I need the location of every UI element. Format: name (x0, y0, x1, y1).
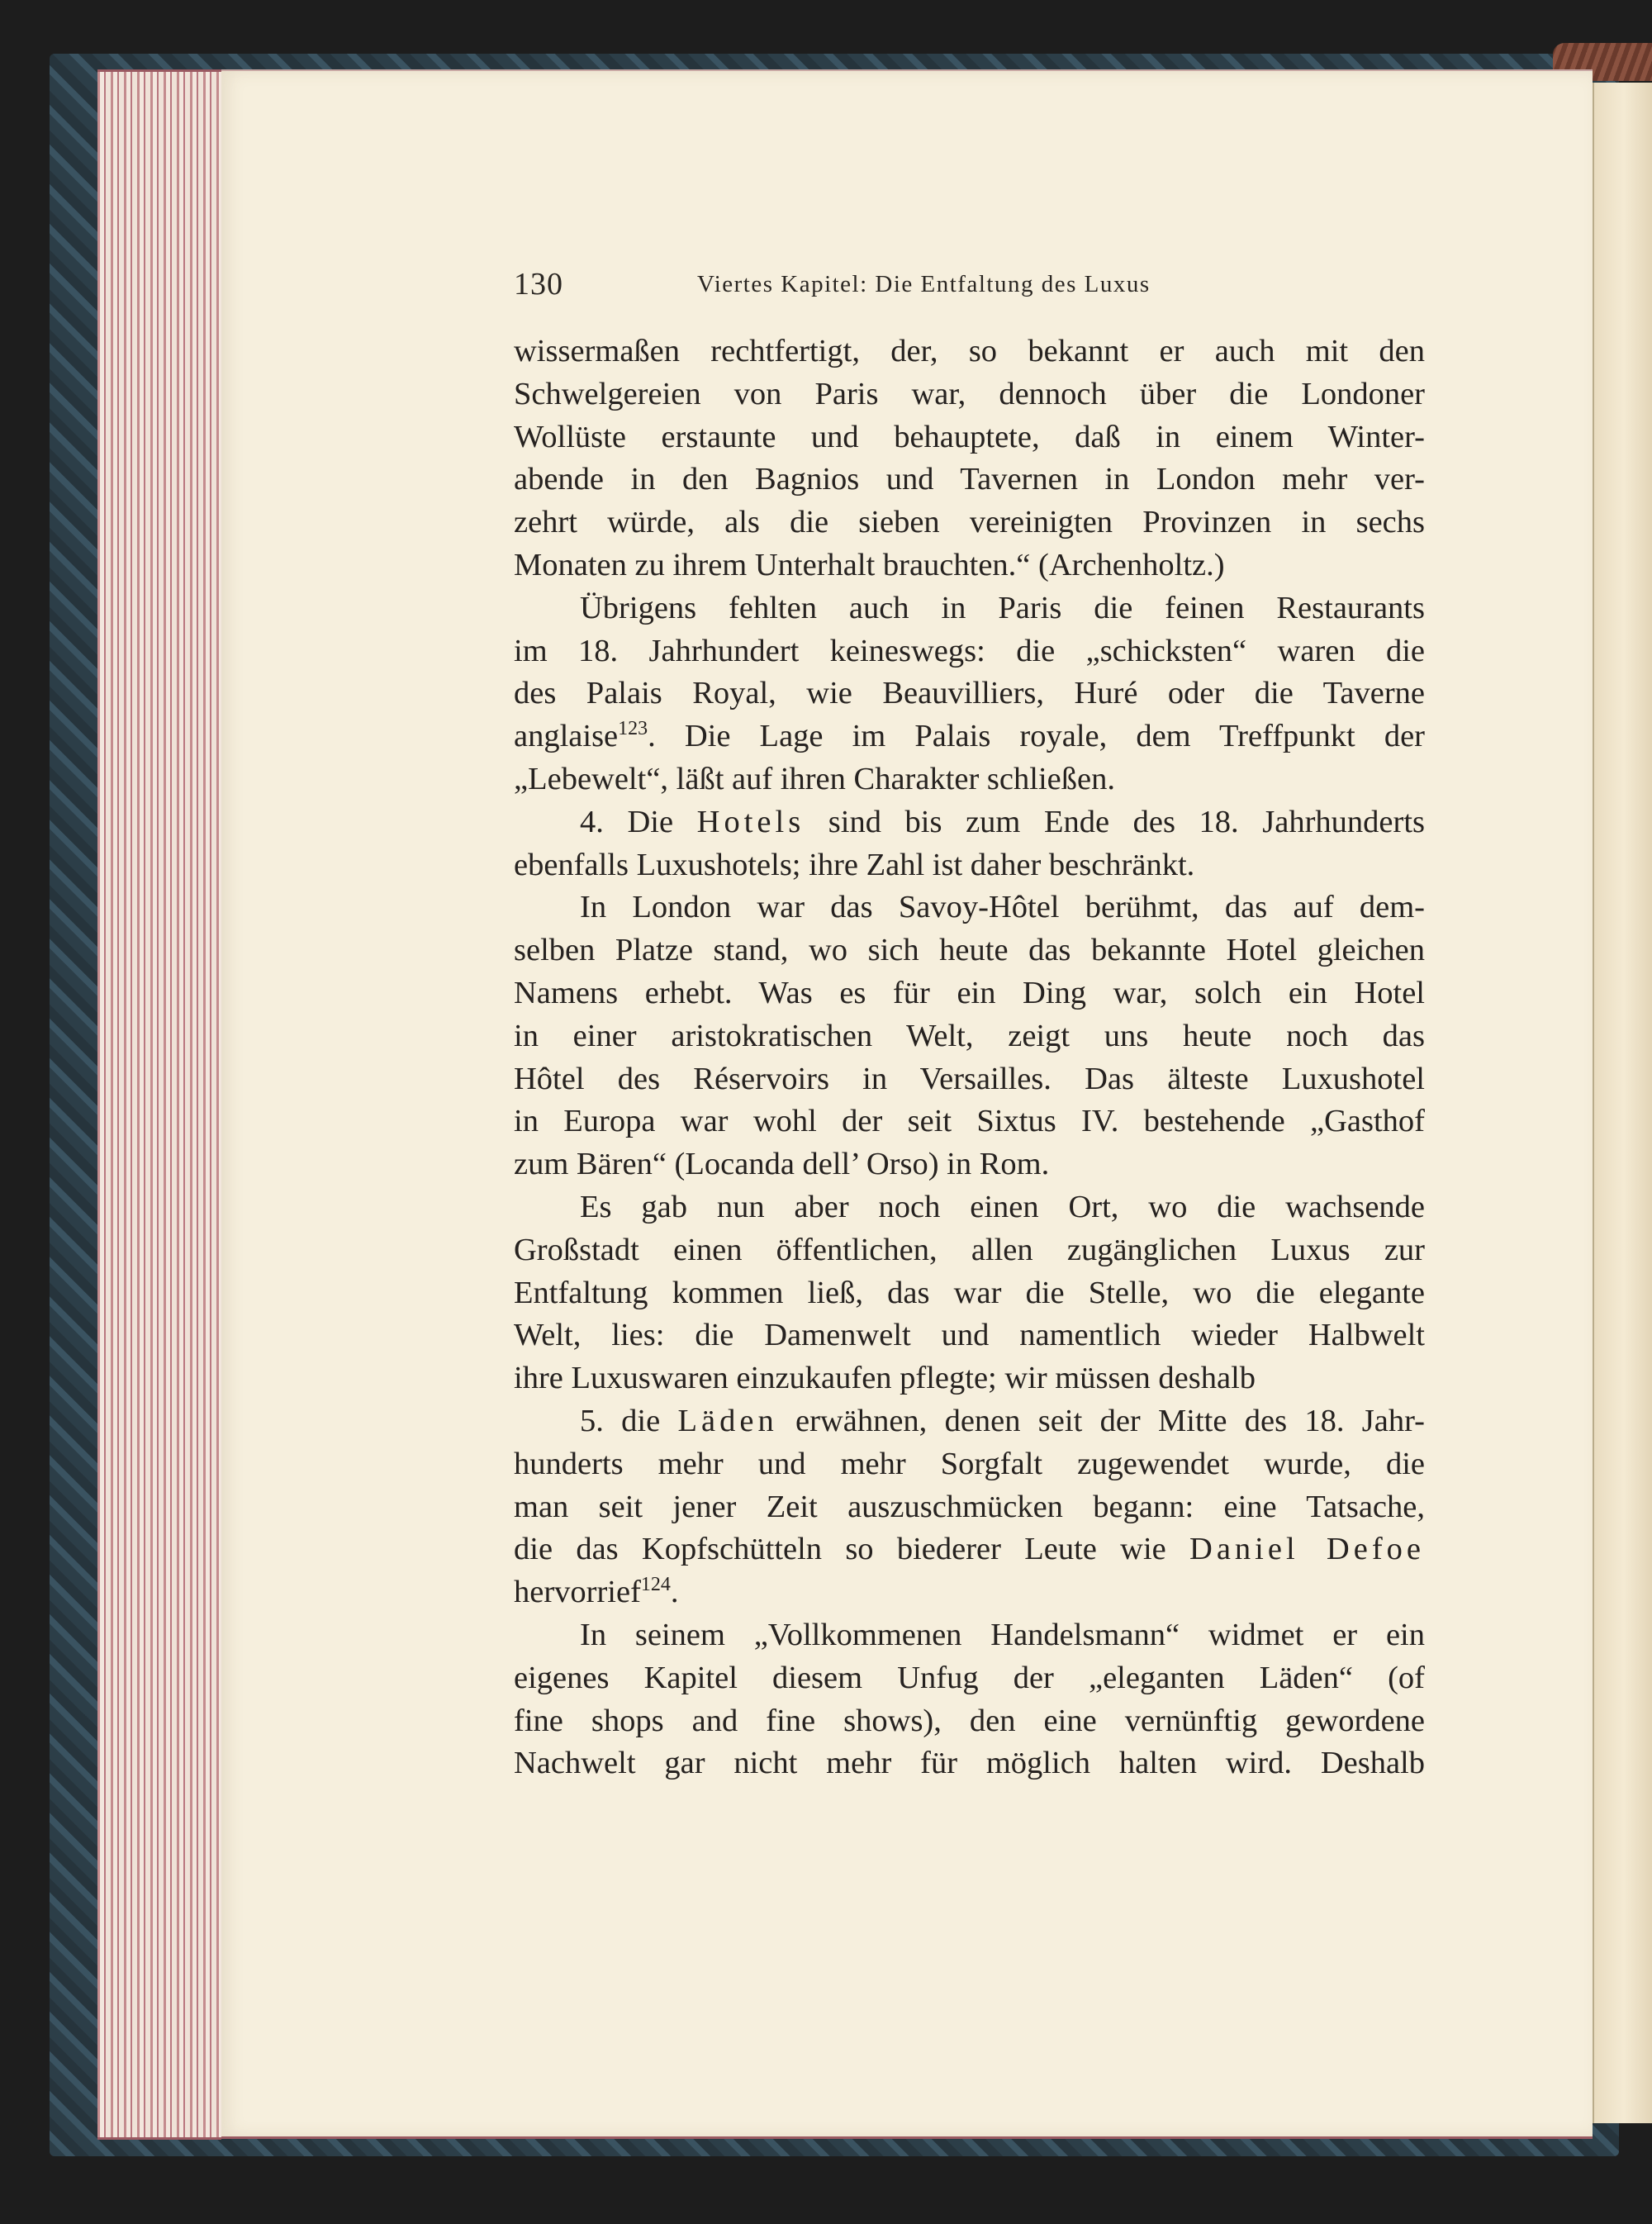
text-line: „Lebewelt“, läßt auf ihren Charakter schließen. (514, 761, 1115, 796)
text-line: Nachwelt gar nicht mehr für möglich halten wird. Deshalb (514, 1746, 1425, 1781)
facing-page-edge (1593, 83, 1652, 2123)
text-line: man seit jener Zeit auszuschmücken begann: eine Tatsache, (514, 1489, 1425, 1524)
text-fragment: sind bis zum Ende des 18. Jahrhunderts (805, 804, 1425, 839)
text-line: Es gab nun aber noch einen Ort, wo die wachsende (580, 1189, 1425, 1224)
text-fragment: . Die Lage im Palais royale, dem Treffpunkt der (648, 719, 1425, 754)
text-line (514, 1571, 1425, 1614)
running-head: Viertes Kapitel: Die Entfaltung des Luxus (697, 271, 1151, 297)
text-line (514, 1400, 1425, 1443)
emphasized-name-defoe: Daniel Defoe (1189, 1532, 1425, 1567)
text-line: Großstadt einen öffentlichen, allen zugänglichen Luxus zur (514, 1232, 1425, 1267)
text-fragment: . (670, 1575, 679, 1610)
text-fragment: erwähnen, denen seit der Mitte des 18. Jahr- (777, 1403, 1425, 1438)
text-line: eigenes Kapitel diesem Unfug der „eleganten Läden“ (of (514, 1660, 1425, 1695)
text-fragment: hervorrief (514, 1575, 641, 1610)
text-line: in einer aristokratischen Welt, zeigt uns heute noch das (514, 1018, 1425, 1053)
text-line: wissermaßen rechtfertigt, der, so bekannt er auch mit den (514, 334, 1425, 368)
text-line (514, 801, 1425, 844)
emphasized-term-laeden: Läden (677, 1403, 778, 1438)
text-line: hunderts mehr und mehr Sorgfalt zugewendet wurde, die (514, 1446, 1425, 1481)
text-line: Welt, lies: die Damenwelt und namentlich wieder Halbwelt (514, 1318, 1425, 1353)
text-line: ihre Luxuswaren einzukaufen pflegte; wir müssen deshalb (514, 1361, 1256, 1396)
page-edges (97, 69, 221, 2140)
text-line: In London war das Savoy-Hôtel berühmt, das auf dem- (580, 890, 1425, 925)
text-line: fine shops and fine shows), den eine vernünftig gewordene (514, 1703, 1425, 1738)
text-line: abende in den Bagnios und Tavernen in London mehr ver- (514, 462, 1425, 497)
text-line: In seinem „Vollkommenen Handelsmann“ widmet er ein (580, 1617, 1425, 1652)
text-fragment: 5. die (580, 1403, 678, 1438)
text-line (514, 1528, 1425, 1571)
text-line: im 18. Jahrhundert keineswegs: die „schicksten“ waren die (514, 633, 1425, 668)
text-line: zehrt würde, als die sieben vereinigten Provinzen in sechs (514, 505, 1425, 540)
emphasized-term-hotels: Hotels (696, 804, 805, 839)
text-fragment: anglaise (514, 719, 619, 754)
text-line: in Europa war wohl der seit Sixtus IV. bestehende „Gasthof (514, 1104, 1425, 1139)
text-line: des Palais Royal, wie Beauvilliers, Huré oder die Taverne (514, 676, 1425, 711)
text-line: Schwelgereien von Paris war, dennoch über die Londoner (514, 376, 1425, 411)
text-line: zum Bären“ (Locanda dell’ Orso) in Rom. (514, 1147, 1050, 1182)
text-fragment: die das Kopfschütteln so biederer Leute wie (514, 1532, 1190, 1567)
text-line: Hôtel des Réservoirs in Versailles. Das älteste Luxushotel (514, 1061, 1425, 1096)
text-line: Wollüste erstaunte und behauptete, daß in einem Winter- (514, 419, 1425, 454)
text-line: ebenfalls Luxushotels; ihre Zahl ist daher beschränkt. (514, 847, 1195, 882)
text-line: selben Platze stand, wo sich heute das bekannte Hotel gleichen (514, 933, 1425, 968)
text-line: Übrigens fehlten auch in Paris die feinen Restaurants (580, 590, 1425, 625)
text-line (514, 715, 1425, 758)
text-line: Namens erhebt. Was es für ein Ding war, solch ein Hotel (514, 975, 1425, 1010)
body-text (514, 330, 1425, 1785)
text-line: Monaten zu ihrem Unterhalt brauchten.“ (Archenholtz.) (514, 547, 1225, 582)
footnote-ref-123: 123 (618, 718, 648, 740)
page-number: 130 (514, 267, 563, 302)
text-line: Entfaltung kommen ließ, das war die Stelle, wo die elegante (514, 1275, 1425, 1310)
footnote-ref-124: 124 (640, 1574, 671, 1596)
text-fragment: 4. Die (580, 804, 697, 839)
page-header (514, 266, 1422, 307)
